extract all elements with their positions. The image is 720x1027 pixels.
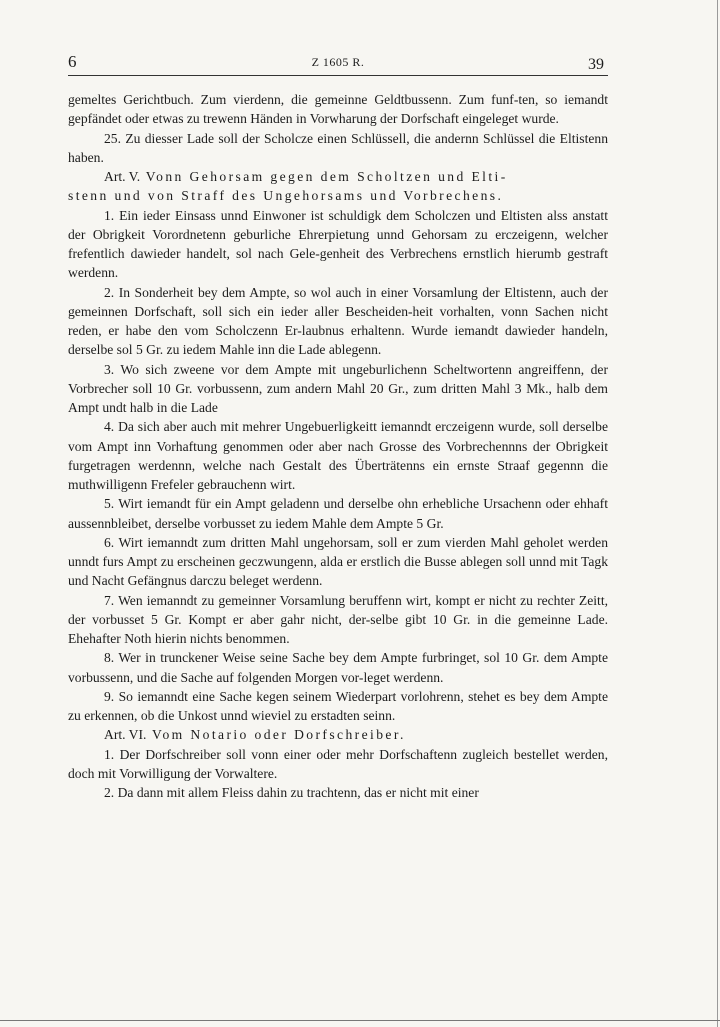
paragraph: 7. Wen iemanndt zu gemeinner Vorsamlung beruffenn wirt, kompt er nicht zu rechter Zeitt, der vorbusset 5 Gr. Kompt er aber gahr nicht, der-selbe gibt 10 Gr. in die gemeinne Lade. Ehehafter Noth hierin nichts benommen. (68, 592, 608, 646)
paragraph: 9. So iemanndt eine Sache kegen seinem Wiederpart vorlohrenn, stehet es bey dem Ampte zu erkennen, ob die Unkost unnd wieviel zu erstadten seinn. (68, 688, 608, 723)
scan-edge-line (717, 0, 718, 1027)
article-heading (68, 167, 608, 186)
article-title: Vom Notario oder Dorfschreiber. (151, 727, 406, 743)
header-rule (68, 75, 608, 76)
article-number: Art. V. (104, 169, 141, 184)
article-title: Vonn Gehorsam gegen dem Scholtzen und Elti- (145, 169, 508, 184)
body-text (68, 90, 608, 802)
paragraph: 25. Zu diesser Lade soll der Scholcze einen Schlüssell, die andernn Schlüssel die Eltistenn haben. (68, 130, 608, 165)
paragraph: 8. Wer in trunckener Weise seine Sache bey dem Ampte furbringet, sol 10 Gr. dem Ampte vorbussenn, und die Sache auf folgenden Morgen vor-leget werdenn. (68, 650, 608, 685)
running-title: Z 1605 R. (311, 55, 365, 69)
article-number: Art. VI. (104, 727, 147, 743)
paragraph: 4. Da sich aber auch mit mehrer Ungebuerligkeitt iemanndt erczeigenn wurde, soll derselbe vom Ampt inn Vorhaftung genommen oder aber nach Grosse des Vorbrechennns der Obrigkeit furgetragen werdennn, welche nach Gestalt des Überträtenns ein ernste Straaf gegennn die muthwilligenn Frefeler gebrauchenn wirt. (68, 419, 608, 492)
page-header (68, 50, 608, 74)
paragraph: 3. Wo sich zweene vor dem Ampte mit ungeburlichenn Scheltwortenn angreiffenn, der Vorbrecher soll 10 Gr. vorbussenn, zum andern Mahl 20 Gr., zum dritten Mahl 3 Mk., halb dem Ampt undt halb in die Lade (68, 361, 608, 415)
paragraph: 5. Wirt iemandt für ein Ampt geladenn und derselbe ohn erhebliche Ursachenn oder ehhaft aussennbleibet, derselbe vorbusset zu iedem Mahle dem Ampte 5 Gr. (68, 496, 608, 531)
paragraph: 1. Der Dorfschreiber soll vonn einer oder mehr Dorfschaftenn zugleich bestellet werden, doch mit Vorwilligung der Vorwaltere. (68, 746, 608, 781)
paragraph: 2. Da dann mit allem Fleiss dahin zu trachtenn, das er nicht mit einer (104, 785, 479, 800)
scan-bottom-line (0, 1020, 720, 1021)
paragraph: 1. Ein ieder Einsass unnd Einwoner ist schuldigk dem Scholczen und Eltisten alss anstatt der Obrigkeit Vorordnetenn geburliche Ehrerpietung unnd Gehorsam zu erczeigenn, welcher frefentlich dawieder handelt, sol nach Gele-genheit des Verbrechens ernstlich hierumb gestraft werdenn. (68, 207, 608, 281)
article-heading (68, 725, 608, 744)
paragraph: 2. In Sonderheit bey dem Ampte, so wol auch in einer Vorsamlung der Eltistenn, auch der gemeinnen Dorfschaft, soll sich ein ieder aller Bescheiden-heit vorhalten, vonn Sachen nicht reden, er habe den vom Scholczenn Er-laubnus erhaltenn. Wurde iemandt dawieder handeln, derselbe sol 5 Gr. zu iedem Mahle inn die Lade ablegenn. (68, 284, 608, 358)
paragraph: 6. Wirt iemanndt zum dritten Mahl ungehorsam, soll er zum vierden Mahl geholet werden unndt furs Ampt zu erscheinen geczwungenn, alda er erstlich die Busse ablegen soll unnd mit Tagk und Nacht Gefängnus darczu beleget werdenn. (68, 534, 608, 589)
article-heading-continued: stenn und von Straff des Ungehorsams und Vorbrechens. (68, 188, 504, 204)
page-number-right: 39 (588, 56, 604, 73)
page-number-left: 6 (68, 52, 77, 71)
paragraph: gemeltes Gerichtbuch. Zum vierdenn, die gemeinne Geldtbussenn. Zum funf-ten, so iemandt gepfändet oder etwas zu trewenn Händen in Vorwharung der Dorfschaft eingeleget wurde. (68, 92, 608, 127)
